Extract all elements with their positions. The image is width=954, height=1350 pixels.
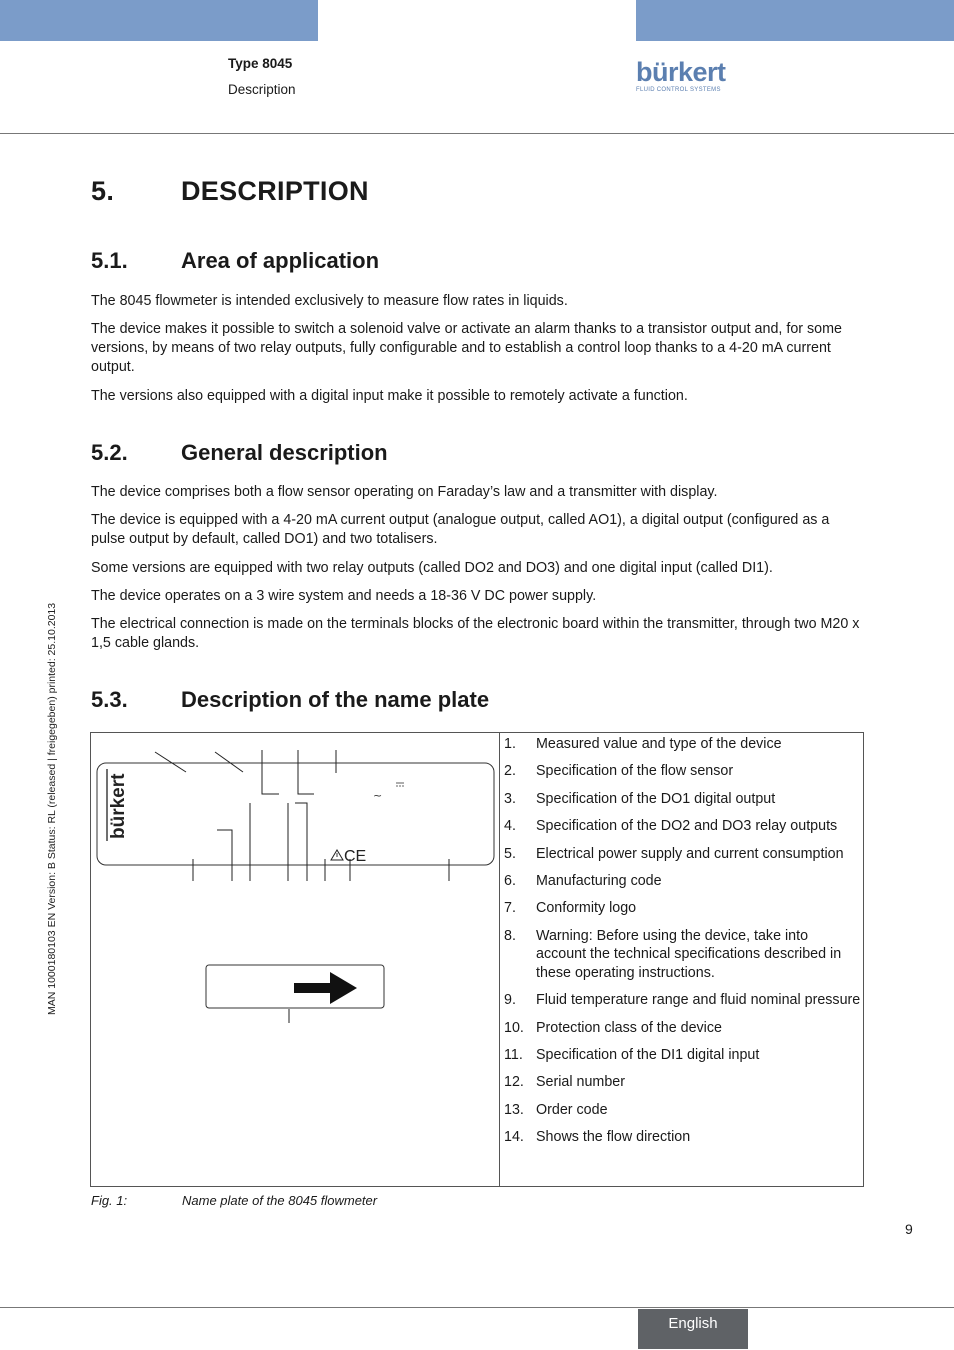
paragraph: The versions also equipped with a digital input make it possible to remotely activate a function. [91, 388, 688, 404]
legend-item-text: Protection class of the device [536, 1019, 722, 1036]
section-number: 5.2. [91, 440, 128, 465]
name-plate-legend [504, 735, 862, 1155]
legend-item-text: Shows the flow direction [536, 1129, 691, 1146]
legend-item-number: 4. [504, 818, 516, 835]
legend-item [504, 927, 862, 983]
legend-item-text: Manufacturing code [536, 872, 662, 889]
legend-item-number: 2. [504, 763, 516, 780]
page-number: 9 [905, 1221, 913, 1237]
legend-item-number: 12. [504, 1074, 524, 1091]
chapter-number: 5. [91, 176, 115, 206]
header-bar-right [636, 0, 954, 41]
legend-item [504, 899, 862, 918]
legend-item [504, 762, 862, 781]
document-section: Description [228, 82, 296, 97]
document-type: Type 8045 [228, 56, 293, 71]
burkert-logo [636, 58, 736, 93]
figure-caption-text: Name plate of the 8045 flowmeter [182, 1193, 378, 1208]
legend-item [504, 845, 862, 864]
legend-item-text: Warning: Before using the device, take into account the technical specifications described in these operating instructions. [536, 927, 842, 981]
chapter-title: DESCRIPTION [181, 176, 369, 206]
legend-item-number: 8. [504, 927, 516, 944]
legend-item [504, 817, 862, 836]
chapter-heading [91, 176, 369, 207]
plate-logo-text: bürkert [108, 773, 129, 839]
section-title: Description of the name plate [181, 687, 490, 712]
legend-item-number: 10. [504, 1019, 524, 1036]
legend-item-text: Conformity logo [536, 900, 637, 917]
section-heading-name-plate [91, 687, 489, 713]
legend-item-number: 9. [504, 992, 516, 1009]
paragraph: Some versions are equipped with two relay outputs (called DO2 and DO3) and one digital input (called DI1). [91, 560, 773, 576]
legend-item-text: Measured value and type of the device [536, 736, 782, 752]
paragraph: The device makes it possible to switch a solenoid valve or activate an alarm thanks to a transistor output and, for some versions, by means of two relay outputs, fully configurable and to establish a control loop thanks to a 4-20 mA current output. [91, 321, 842, 375]
legend-item-number: 13. [504, 1101, 524, 1118]
name-plate-figure-divider [499, 732, 500, 1187]
figure-label: Fig. 1: [91, 1193, 128, 1208]
callout-line-4 [298, 750, 314, 794]
logo-tagline: FLUID CONTROL SYSTEMS [636, 87, 721, 93]
paragraph: The 8045 flowmeter is intended exclusively to measure flow rates in liquids. [91, 293, 568, 309]
callout-line-2 [215, 752, 243, 772]
legend-item [504, 735, 862, 754]
paragraph: The device comprises both a flow sensor operating on Faraday’s law and a transmitter with display. [91, 484, 718, 500]
legend-item [504, 1073, 862, 1092]
section-heading-area-of-application [91, 248, 379, 274]
section-title: Area of application [181, 248, 380, 273]
legend-item [504, 1101, 862, 1120]
legend-item [504, 1019, 862, 1038]
paragraph: The device operates on a 3 wire system and needs a 18-36 V DC power supply. [91, 588, 597, 604]
legend-item [504, 1128, 862, 1147]
document-reference-vertical: MAN 1000180103 EN Version: B Status: RL (released | freigegeben) printed: 25.10.2013 [46, 602, 58, 1015]
section-number: 5.3. [91, 687, 128, 712]
callout-line-10 [295, 803, 307, 881]
legend-item-text: Serial number [536, 1074, 625, 1091]
section-number: 5.1. [91, 248, 128, 273]
section-heading-general-description [91, 440, 388, 466]
legend-item-text: Specification of the flow sensor [536, 763, 734, 780]
legend-item-text: Electrical power supply and current consumption [536, 845, 844, 862]
legend-item-number: 7. [504, 900, 516, 917]
paragraph: The device is equipped with a 4-20 mA current output (analogue output, called AO1), a digital output (configured as a pulse output by default, called DO1) and two totalisers. [91, 512, 830, 547]
legend-item-text: Fluid temperature range and fluid nominal pressure [536, 992, 861, 1009]
legend-item [504, 790, 862, 809]
header-divider [0, 133, 954, 134]
paragraph: The electrical connection is made on the terminals blocks of the electronic board within the transmitter, through two M20 x 1,5 cable glands. [91, 616, 860, 651]
language-tab: English [638, 1309, 748, 1349]
callout-line-3 [262, 750, 279, 794]
legend-item-text: Specification of the DO2 and DO3 relay outputs [536, 818, 838, 835]
name-plate-drawing [91, 733, 497, 1183]
legend-item-text: Specification of the DO1 digital output [536, 790, 776, 807]
legend-item-text: Specification of the DI1 digital input [536, 1046, 760, 1063]
ce-conformity-mark: CE [344, 848, 367, 865]
ac-symbol: ~ [373, 789, 383, 802]
legend-item-number: 11. [504, 1046, 523, 1063]
logo-wordmark: bürkert [636, 57, 726, 87]
legend-item [504, 991, 862, 1010]
legend-item [504, 1046, 862, 1065]
legend-item-number: 5. [504, 845, 516, 862]
callout-line-7 [217, 830, 232, 881]
callout-line-1 [155, 752, 186, 772]
header-bar-left [0, 0, 318, 41]
flow-direction-arrow-icon [294, 972, 357, 1004]
legend-item-number: 6. [504, 872, 516, 889]
section-title: General description [181, 440, 388, 465]
figure-caption [91, 1193, 377, 1208]
legend-item-number: 3. [504, 790, 516, 807]
legend-item-text: Order code [536, 1101, 608, 1118]
legend-item [504, 872, 862, 891]
name-plate-outline [97, 763, 494, 865]
legend-item-number: 1. [504, 736, 516, 752]
legend-item-number: 14. [504, 1129, 524, 1146]
footer-divider [0, 1307, 954, 1308]
